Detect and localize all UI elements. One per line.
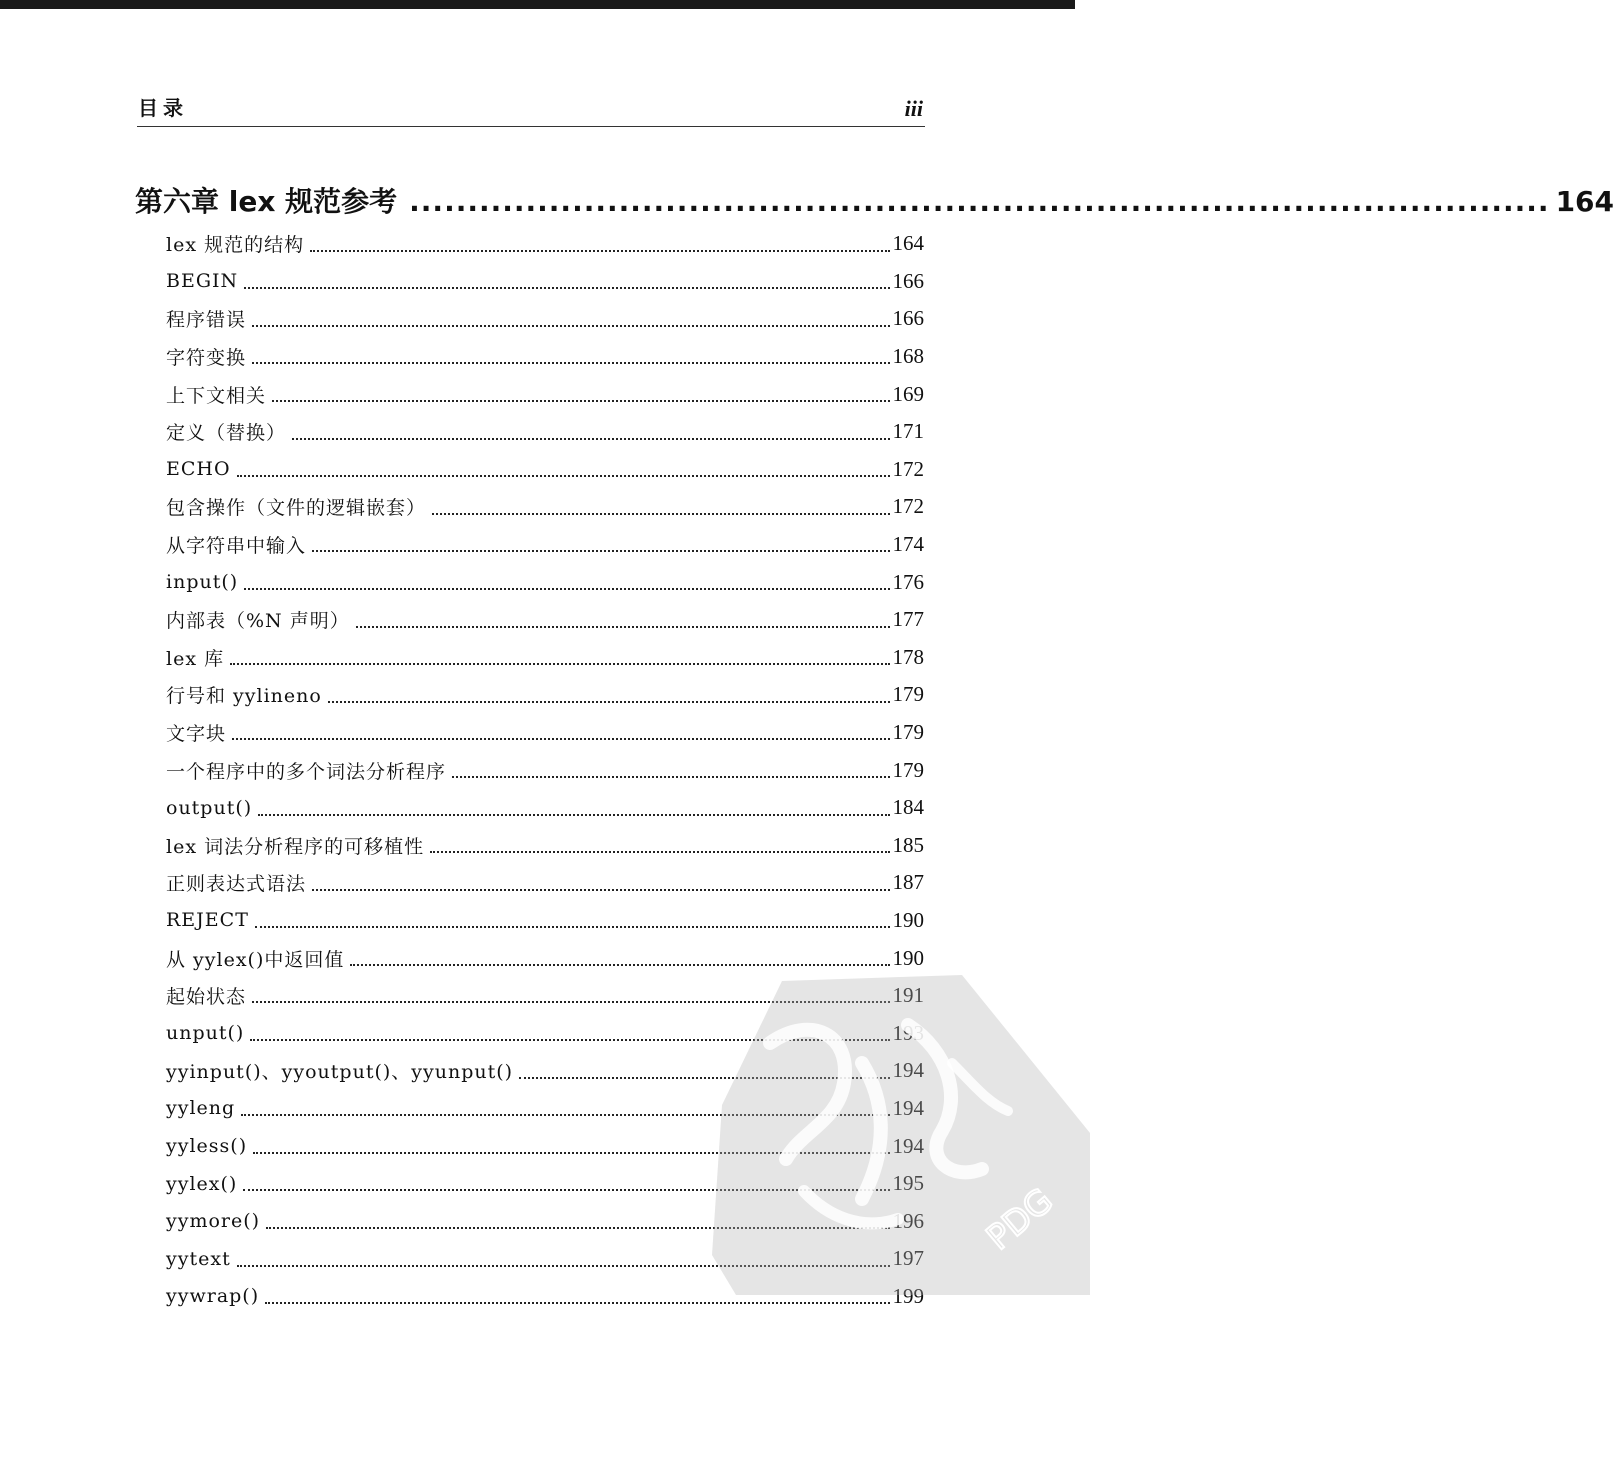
toc-entry-title: input(): [166, 571, 239, 594]
toc-entry-page-number: 172: [892, 494, 924, 519]
toc-entry-title: yylex(): [166, 1172, 238, 1195]
toc-dot-leader: [252, 360, 889, 364]
toc-entry-page-number: 199: [892, 1283, 924, 1308]
toc-entry: [166, 751, 924, 789]
toc-entry-page-number: 172: [892, 456, 924, 481]
toc-entry-title: 从字符串中输入: [166, 535, 307, 558]
toc-entry-page-number: 184: [892, 795, 924, 820]
toc-entry-page-number: 195: [892, 1171, 924, 1196]
toc-entry: [166, 977, 924, 1015]
toc-entry: [166, 263, 924, 301]
toc-entry: [166, 1052, 924, 1090]
toc-entry: [166, 1202, 924, 1240]
toc-entry-title: 正则表达式语法: [166, 873, 307, 896]
page-number: iii: [904, 96, 923, 121]
top-border-rule: [0, 0, 1075, 9]
toc-entry: [166, 375, 924, 413]
toc-entry-title: yytext: [166, 1247, 231, 1270]
toc-entry-page-number: 191: [892, 983, 924, 1008]
toc-entry-title: 包含操作（文件的逻辑嵌套）: [166, 497, 427, 520]
toc-entry: [166, 789, 924, 827]
toc-entry-title: 起始状态: [166, 986, 247, 1009]
toc-entry-title: lex 规范的结构: [166, 234, 305, 257]
toc-dot-leader: [250, 1037, 889, 1041]
toc-dot-leader: [350, 962, 889, 966]
toc-dot-leader: [241, 1112, 889, 1116]
toc-entry: [166, 714, 924, 752]
toc-entry: [166, 639, 924, 677]
toc-entry-title: yywrap(): [166, 1285, 260, 1308]
toc-entry-page-number: 177: [892, 607, 924, 632]
toc-entry-page-number: 168: [892, 344, 924, 369]
toc-entry-page-number: 179: [892, 757, 924, 782]
chapter-heading-entry: [135, 180, 1614, 218]
toc-entry-title: lex 词法分析程序的可移植性: [166, 835, 425, 858]
toc-dot-leader: [265, 1300, 889, 1304]
toc-entry-title: yyinput()、yyoutput()、yyunput(): [166, 1061, 514, 1084]
toc-dot-leader: [258, 812, 889, 816]
toc-entry: [166, 338, 924, 376]
watermark-stroke: [952, 1063, 1008, 1111]
toc-entry-page-number: 164: [892, 231, 924, 256]
toc-entry-title: lex 库: [166, 647, 225, 670]
toc-entry: [166, 1165, 924, 1203]
toc-entry-title: 内部表（%N 声明）: [166, 610, 350, 633]
toc-entry-page-number: 179: [892, 720, 924, 745]
toc-entry: [166, 451, 924, 489]
toc-dot-leader: [237, 1263, 890, 1267]
toc-entry-page-number: 171: [892, 419, 924, 444]
toc-entry: [166, 827, 924, 865]
toc-entry-title: output(): [166, 796, 253, 819]
toc-entry-title: 一个程序中的多个词法分析程序: [166, 760, 447, 783]
toc-entry-title: BEGIN: [166, 270, 239, 293]
toc-entry-page-number: 169: [892, 381, 924, 406]
toc-dot-leader: [230, 661, 889, 665]
header-rule: [137, 126, 925, 127]
toc-dot-leader: [244, 285, 889, 289]
toc-dot-leader: [253, 1150, 889, 1154]
toc-entry-title: yymore(): [166, 1210, 261, 1233]
toc-entry-page-number: 174: [892, 532, 924, 557]
toc-entry: [166, 1240, 924, 1278]
toc-dot-leader: [272, 398, 889, 402]
toc-entry-title: 从 yylex()中返回值: [166, 948, 345, 971]
toc-dot-leader: [312, 887, 889, 891]
toc-entry: [166, 300, 924, 338]
toc-entry-page-number: 190: [892, 907, 924, 932]
toc-dot-leader: [252, 323, 889, 327]
toc-dot-leader: [232, 736, 889, 740]
toc-entry: [166, 1014, 924, 1052]
toc-entry: [166, 1090, 924, 1128]
toc-entry: [166, 225, 924, 263]
toc-entry: [166, 526, 924, 564]
toc-entry-title: REJECT: [166, 909, 249, 932]
toc-entry-page-number: 193: [892, 1020, 924, 1045]
toc-entry-title: 文字块: [166, 723, 227, 746]
toc-entry: [166, 902, 924, 940]
toc-entry-page-number: 196: [892, 1208, 924, 1233]
toc-dot-leader: [292, 436, 889, 440]
toc-entry-page-number: 166: [892, 268, 924, 293]
toc-entry-title: 程序错误: [166, 309, 247, 332]
toc-entry-page-number: 179: [892, 682, 924, 707]
chapter-title: 第六章 lex 规范参考: [135, 185, 398, 218]
toc-entry-page-number: 194: [892, 1095, 924, 1120]
toc-entry: [166, 864, 924, 902]
toc-entry: [166, 563, 924, 601]
toc-dot-leader: [243, 1187, 889, 1191]
toc-entry-title: yyless(): [166, 1135, 248, 1158]
toc-entry-page-number: 187: [892, 870, 924, 895]
watermark-text: PDG: [979, 1180, 1061, 1259]
toc-dot-leader: [244, 586, 889, 590]
chapter-dot-leader: ..................................................................................................: [409, 185, 1550, 218]
toc-entry-page-number: 185: [892, 832, 924, 857]
toc-entry-title: ECHO: [166, 458, 231, 481]
toc-entry-title: yyleng: [166, 1097, 236, 1120]
toc-list: [166, 225, 924, 1315]
toc-entry-title: 定义（替换）: [166, 422, 287, 445]
toc-dot-leader: [356, 624, 890, 628]
toc-dot-leader: [519, 1075, 889, 1079]
toc-entry: [166, 1278, 924, 1316]
toc-entry-page-number: 190: [892, 945, 924, 970]
toc-entry-page-number: 197: [892, 1246, 924, 1271]
toc-dot-leader: [312, 548, 889, 552]
toc-entry-page-number: 194: [892, 1058, 924, 1083]
toc-entry-page-number: 166: [892, 306, 924, 331]
toc-entry: [166, 939, 924, 977]
toc-entry: [166, 413, 924, 451]
running-head: 目录: [138, 96, 188, 120]
toc-entry: [166, 488, 924, 526]
toc-entry: [166, 676, 924, 714]
toc-entry-page-number: 194: [892, 1133, 924, 1158]
toc-dot-leader: [430, 849, 889, 853]
toc-dot-leader: [328, 699, 890, 703]
toc-dot-leader: [266, 1225, 889, 1229]
toc-entry: [166, 1127, 924, 1165]
toc-entry-page-number: 176: [892, 569, 924, 594]
toc-dot-leader: [252, 999, 889, 1003]
toc-entry: [166, 601, 924, 639]
chapter-page-number: 164: [1555, 185, 1614, 218]
toc-entry-title: 字符变换: [166, 347, 247, 370]
toc-dot-leader: [452, 774, 889, 778]
toc-entry-title: unput(): [166, 1022, 245, 1045]
toc-dot-leader: [237, 473, 890, 477]
toc-dot-leader: [310, 248, 889, 252]
toc-entry-title: 行号和 yylineno: [166, 685, 322, 708]
toc-entry-page-number: 178: [892, 644, 924, 669]
toc-dot-leader: [432, 511, 889, 515]
toc-dot-leader: [255, 924, 890, 928]
toc-entry-title: 上下文相关: [166, 384, 267, 407]
